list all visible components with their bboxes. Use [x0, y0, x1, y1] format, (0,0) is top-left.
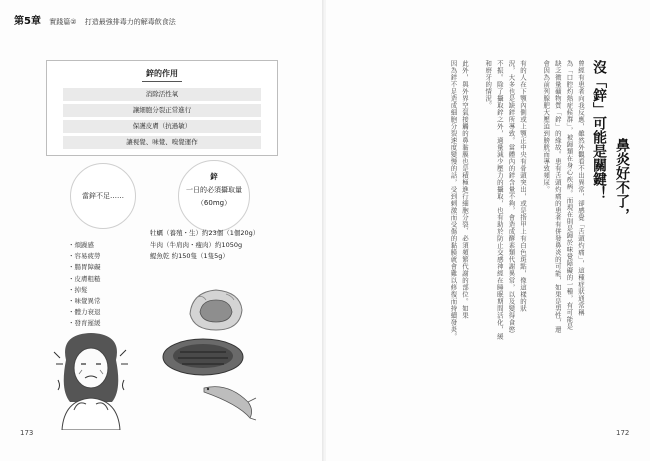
- body-column: 為「口腔灼熱症候群」，被歸類在身心疾病。而現在則是歸於味覺障礙的一種，有可能是: [565, 60, 574, 330]
- body-column: 會因為前列腺肥大壓迫到膀胱而導致頻尿。: [542, 60, 551, 193]
- body-column: 況，大多也是缺鋅所導致。當體內的鋅含量不夠，會造成酵素類代謝異常，以及變得食慾: [507, 60, 516, 333]
- deficiency-bubble: [70, 163, 136, 229]
- page-number-right: 172: [616, 429, 630, 437]
- symptom-item: ・容易疲勞: [68, 252, 101, 261]
- body-column: 因為鋅不足造成細胞分裂速度變慢的話，受到刺激而受傷的黏膜就會難以修復而持續發炎。: [449, 60, 458, 340]
- symptom-item: ・皮膚粗糙: [68, 274, 101, 283]
- intake-label: 一日的必須攝取量: [186, 186, 242, 194]
- function-item: 讓細胞分裂正常進行: [63, 104, 261, 117]
- body-column: 和磨牙的情況。: [484, 60, 493, 109]
- body-column: 曾經有患者向我反應，雖然外觀看不出異常，卻感覺「舌頭灼痛」，這種症狀通常稱: [577, 60, 585, 316]
- symptom-item: ・體力衰退: [68, 308, 101, 317]
- anchovy-illustration: [198, 380, 258, 422]
- intake-amount: （60mg）: [196, 199, 232, 207]
- symptom-item: ・發育遲緩: [68, 319, 101, 328]
- symptom-item: ・腸胃障礙: [68, 263, 101, 272]
- right-page: [326, 0, 650, 461]
- chapter-number: 第5章: [14, 16, 41, 27]
- body-column: [472, 60, 482, 420]
- food-item: 鯷魚乾 約150隻（1隻5g）: [150, 252, 229, 260]
- deficiency-label: 當鋅不足……: [82, 192, 124, 200]
- symptom-item: ・味覺異常: [68, 297, 101, 306]
- function-item: 消除活性氧: [63, 88, 261, 101]
- oyster-illustration: [186, 284, 246, 334]
- daily-intake-bubble: [178, 160, 250, 232]
- food-list: [150, 228, 259, 263]
- body-column: 此外，與外界空氣接觸的鼻黏膜也是積極進行細胞分裂、必須頻繁代謝的部位。如果: [461, 60, 469, 319]
- food-item: 牛肉（牛肩肉・瘦肉）約1050g: [150, 240, 243, 249]
- zinc-function-title: 鋅的作用: [47, 68, 277, 82]
- body-column: 缺乏微量礦物質「鋅」的緣故。患有舌頭灼痛的患者有併發鼻炎的可能，如果是男性，還: [553, 60, 562, 333]
- page-number-left: 173: [20, 429, 34, 437]
- chapter-title: 打造最強排毒力的解毒飲食法: [84, 18, 176, 26]
- function-item: 保護皮膚（抗過敏）: [63, 120, 261, 133]
- title-column: 鼻炎好不了，: [614, 138, 630, 222]
- body-column: 有的人在下顎內側或上顎正中央有骨頭突出，或是指甲上有白色斑點，像這樣的狀: [519, 60, 527, 312]
- zinc-function-box: [46, 60, 278, 156]
- chapter-header: [14, 12, 176, 27]
- body-column: 不振。除了攝取鋅之外，適量減少壓力的攝取，也有助於防止交感神經在睡眠期間活化，緩: [495, 60, 504, 340]
- worried-woman-illustration: [52, 330, 130, 430]
- symptom-list: [68, 240, 101, 330]
- chapter-part: 實踐篇②: [49, 18, 77, 26]
- symptom-item: ・煩躁感: [68, 241, 94, 249]
- left-page: [0, 0, 324, 461]
- symptom-item: ・掉髮: [68, 285, 88, 294]
- zinc-label: 鋅: [210, 172, 218, 181]
- food-item: 牡蠣（養殖・生）約23個（1個20g）: [150, 229, 260, 237]
- body-column: [530, 60, 540, 420]
- function-item: 讓視覺、味覺、嗅覺運作: [63, 136, 261, 149]
- article-title-col2: 沒「鋅」可能是關鍵！: [591, 60, 607, 200]
- steak-illustration: [160, 336, 246, 378]
